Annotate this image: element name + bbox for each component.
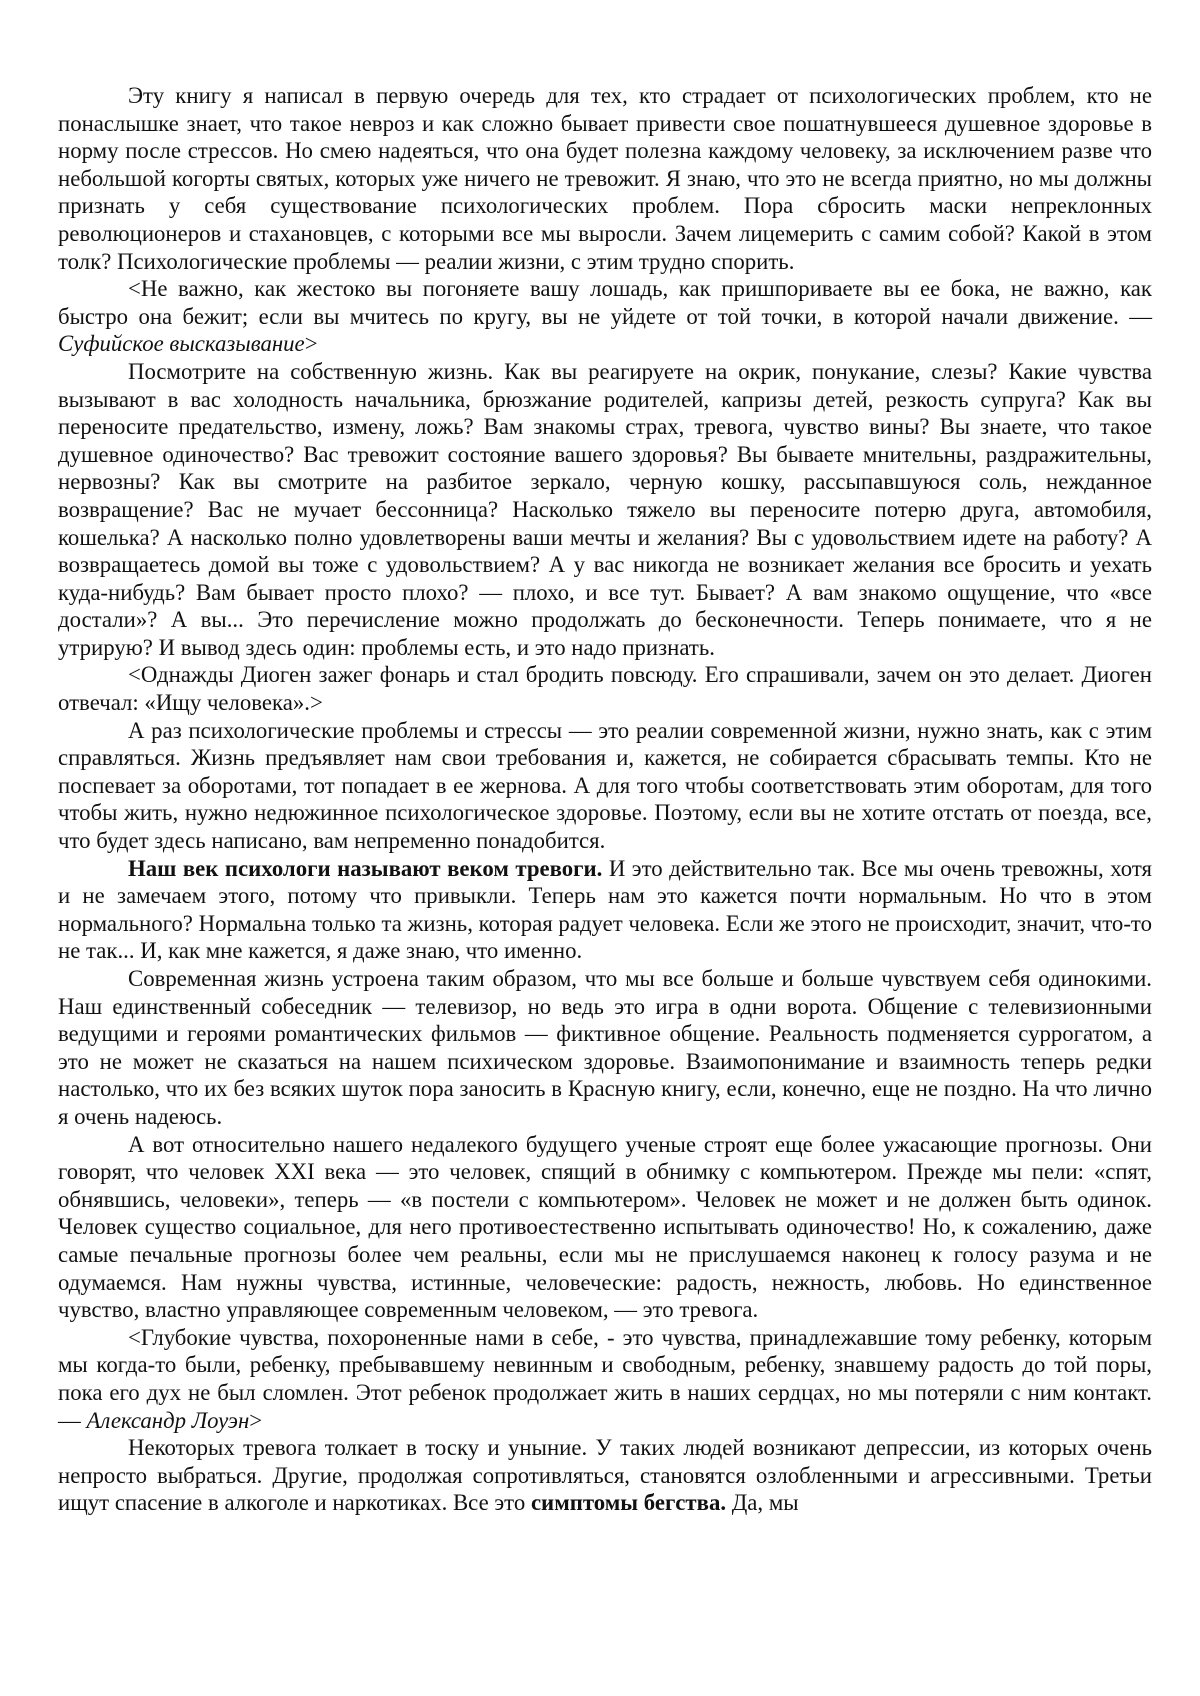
quote-sufi (58, 275, 1152, 358)
paragraph (58, 855, 1152, 965)
paragraph-text: А вот относительно нашего недалекого будущего ученые строят еще более ужасающие прогнозы. Они говорят, что человек XXI века — это человек, спящий в обнимку с компьютером. Прежде мы пели: «спят, обнявшись, человеки», теперь — «в постели с компьютером». Человек не может и не должен быть одинок. Человек существо социальное, для него противоестественно испытывать одиночество! Но, к сожалению, даже самые печальные прогнозы более чем реальны, если мы не прислушаемся наконец к голосу разума и не одумаемся. Нам нужны чувства, истинные, человеческие: радость, нежность, любовь. Но единственное чувство, властно управляющее современным человеком, — это тревога. (58, 1131, 1152, 1323)
paragraph-text: Современная жизнь устроена таким образом, что мы все больше и больше чувствуем себя одинокими. Наш единственный собеседник — телевизор, но ведь это игра в одни ворота. Общение с телевизионными ведущими и героями романтических фильмов — фиктивное общение. Реальность подменяется суррогатом, а это не может не сказаться на нашем психическом здоровье. Взаимопонимание и взаимность теперь редки настолько, что их без всяких шуток пора заносить в Красную книгу, если, конечно, еще не поздно. На что лично я очень надеюсь. (58, 966, 1152, 1129)
quote-lowen (58, 1324, 1152, 1434)
paragraph-text: Некоторых тревога толкает в тоску и уныние. У таких людей возникают депрессии, из которых очень непросто выбраться. Другие, продолжая сопротивляться, становятся озлобленными и агрессивными. Третьи ищут спасение в алкоголе и наркотиках. Все это (58, 1435, 1152, 1516)
emphasis-text: Наш век психологи называют веком тревоги. (128, 855, 603, 881)
paragraph (58, 82, 1152, 275)
paragraph-text: Эту книгу я написал в первую очередь для тех, кто страдает от психологических проблем, кто не понаслышке знает, что такое невроз и как сложно бывает привести свое пошатнувшееся душевное здоровье в норму после стрессов. Но смею надеяться, что она будет полезна каждому человеку, за исключением разве что небольшой когорты святых, которых уже ничего не тревожит. Я знаю, что это не всегда приятно, но мы должны признать у себя существование психологических проблем. Пора сбросить маски непреклонных революционеров и стахановцев, с которыми все мы выросли. Зачем лицемерить с самим собой? Какой в этом толк? Психологические проблемы — реалии жизни, с этим трудно спорить. (58, 83, 1152, 274)
paragraph (58, 965, 1152, 1131)
quote-diogenes (58, 661, 1152, 716)
quote-text: <Не важно, как жестоко вы погоняете вашу лошадь, как пришпориваете вы ее бока, не важно, как быстро она бежит; если вы мчитесь по кругу, вы не уйдете от той точки, в которой начали движение. — (58, 276, 1152, 329)
paragraph-text: Да, мы (726, 1490, 799, 1516)
quote-text: <Глубокие чувства, похороненные нами в себе, - это чувства, принадлежавшие тому ребенку, которым мы когда-то были, ребенку, пребывавшему невинным и свободным, ребенку, знавшему радость до той поры, пока его дух не был сломлен. Этот ребенок продолжает жить в наших сердцах, но мы потеряли с ним контакт. — (58, 1324, 1152, 1433)
quote-source: Александр Лоуэн (86, 1407, 250, 1433)
emphasis-text: симптомы бегства. (530, 1490, 727, 1516)
paragraph (58, 1434, 1152, 1517)
paragraph-text: И это действительно так. Все мы очень тревожны, хотя и не замечаем этого, потому что привыкли. Теперь нам это кажется почти нормальным. Но что в этом нормального? Нормальна только та жизнь, которая радует человека. Если же этого не происходит, значит, что-то не так... И, как мне кажется, я даже знаю, что именно. (58, 855, 1152, 964)
quote-close: > (249, 1407, 263, 1433)
quote-source: Суфийское высказывание (58, 331, 305, 357)
paragraph-text: Посмотрите на собственную жизнь. Как вы реагируете на окрик, понукание, слезы? Какие чувства вызывают в вас холодность начальника, брюзжание родителей, капризы детей, резкость супруга? Как вы переносите предательство, измену, ложь? Вам знакомы страх, тревога, чувство вины? Вы знаете, что такое душевное одиночество? Вас тревожит состояние вашего здоровья? Вы бываете мнительны, раздражительны, нервозны? Как вы смотрите на разбитое зеркало, черную кошку, рассыпавшуюся соль, нежданное возвращение? Вас не мучает бессонница? Насколько тяжело вы переносите потерю друга, автомобиля, кошелька? А насколько полно удовлетворены ваши мечты и желания? Вы с удовольствием идете на работу? А возвращаетесь домой вы тоже с удовольствием? А у вас никогда не возникает желания все бросить и уехать куда-нибудь? Вам бывает просто плохо? — плохо, и все тут. Бывает? А вам знакомо ощущение, что «все достали»? А вы... Это перечисление можно продолжать до бесконечности. Теперь понимаете, что я не утрирую? И вывод здесь один: проблемы есть, и это надо признать. (58, 358, 1152, 660)
paragraph (58, 1131, 1152, 1324)
quote-close: > (304, 331, 318, 357)
paragraph (58, 717, 1152, 855)
paragraph-text: А раз психологические проблемы и стрессы — это реалии современной жизни, нужно знать, как с этим справляться. Жизнь предъявляет нам свои требования и, кажется, не собирается сбрасывать темпы. Кто не поспевает за оборотами, тот попадает в ее жернова. А для того чтобы соответствовать этим оборотам, для того чтобы жить, нужно недюжинное психологическое здоровье. Поэтому, если вы не хотите отстать от поезда, все, что будет здесь написано, вам непременно понадобится. (58, 717, 1152, 854)
document-page (58, 82, 1152, 1517)
paragraph (58, 358, 1152, 662)
quote-text: <Однажды Диоген зажег фонарь и стал бродить повсюду. Его спрашивали, зачем он это делает. Диоген отвечал: «Ищу человека».> (58, 662, 1152, 716)
